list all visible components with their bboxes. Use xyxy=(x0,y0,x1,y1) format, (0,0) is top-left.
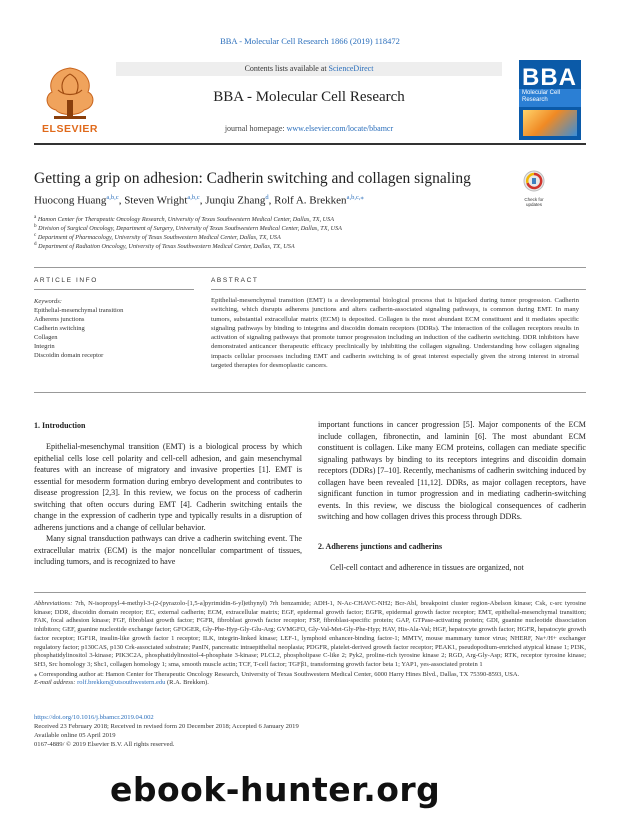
author-name[interactable]: Junqiu Zhang xyxy=(205,194,266,207)
abbreviations: Abbreviations: 7rh, N-isopropyl-4-methyl-3-(2-(pyrazolo-[1,5-a]pyrimidin-6-yl)ethynyl) 7rh benzamide; ADH-1, N-Ac-CHAVC-NH2; Bcr-Abl, breakpoint cluster region-Abelson kinase; Csk, c-src tyrosine kinase; DDR, discoidin domain receptor; EC, external cadherin; ECM, extracellular matrix; EGF, epidermal growth factor; EGFR, epidermal growth factor receptor; EMT, epithelial-mesenchymal transition; FAK, focal adhesion kinase; FGF, fibroblast growth factor; FGFR, fibroblast growth factor receptor; FSP, fibroblast-specific protein; GAP, GTPase-activating protein; GDI, guanine nucleotide dissociation inhibitors; GEF, guanine nucleotide exchange factor; GFOGER, Gly-Phe-Hyp-Gly-Glu-Arg; GVMGFO, Gly-Val-Met-Gly-Phe-Hyp; HAV, His-Ala-Val; HGF, hepatocyte growth factor; HGFR, hepatocyte growth factor receptor; IGF1R, insulin-like growth factor 1 receptor; ILK, integrin-linked kinase; LEF-1, lymphoid enhancer-binding factor-1; MMTV, mouse mammary tumor virus; NHERF, Na+/H+ exchanger regulatory factor; p130CAS, p130 Crk-associated substrate; PanIN, pancreatic intraepithelial neoplasia; PDGFR, platelet-derived growth factor receptor; PEAK1, pseudopodium-enriched atypical kinase 1; PI3K, phosphatidylinositol 3-kinase; PIK3C2A, phosphatidylinositol-4-phosphate 3-kinase; PLCL2, phospholipase C-like 2; Pyk2, proline-rich tyrosine kinase 2; RGD, Arg-Gly-Asp; RTK, receptor tyrosine kinase; SH3, Src homology 3; Shc1, collagen homology 1; sma, smooth muscle actin; TCF, T-cell factor; TGFβ1, transforming growth factor beta 1; YAP1, yes-associated protein 1 xyxy=(34,600,586,668)
author-sup: a,b,c,⁎ xyxy=(346,194,364,201)
author-list: Huocong Huang$^{a,b,c}$, Steven Wright$^{a,b,c}$, Junqiu Zhang$^d$, Rolf A. Brekken$^{a,b,c,⁎}$ xyxy=(34,194,364,207)
check-for-updates-badge[interactable] xyxy=(519,170,549,207)
email-link[interactable]: rolf.brekken@utsouthwestern.edu xyxy=(77,679,166,687)
affiliation: $^a$ Hamon Center for Therapeutic Oncology Research, University of Texas Southwestern Medical Center, Dallas, TX, USA xyxy=(34,214,335,224)
keywords-label: Keywords: xyxy=(34,298,62,305)
keyword: Epithelial-mesenchymal transition xyxy=(34,307,124,314)
journal-reference[interactable]: BBA - Molecular Cell Research 1866 (2019) 118472 xyxy=(220,36,400,46)
affiliation: $^b$ Division of Surgical Oncology, Department of Surgery, University of Texas Southwestern Medical Center, Dallas, TX, USA xyxy=(34,223,342,233)
body-column-right-2 xyxy=(318,562,586,574)
abstract-rule xyxy=(211,289,586,290)
cover-title: BBA xyxy=(522,64,577,91)
copyright: 0167-4889/ © 2019 Elsevier B.V. All rights reserved. xyxy=(34,741,175,748)
affiliation: $^d$ Department of Radiation Oncology, University of Texas Southwestern Medical Center, Dallas, TX, USA xyxy=(34,241,295,251)
author-sup: a,b,c xyxy=(106,194,119,201)
section-heading: 1. Introduction xyxy=(34,421,86,430)
keyword: Cadherin switching xyxy=(34,325,85,332)
body-column-left xyxy=(34,441,302,568)
author-name[interactable]: Huocong Huang xyxy=(34,194,107,207)
footnotes xyxy=(34,600,586,688)
section-heading: 2. Adherens junctions and cadherins xyxy=(318,542,443,551)
badge-label: Check for updates xyxy=(524,197,544,207)
keyword: Adherens junctions xyxy=(34,316,85,323)
abstract-heading: ABSTRACT xyxy=(211,277,259,284)
journal-homepage: journal homepage: www.elsevier.com/locate/bbamcr xyxy=(224,124,394,133)
abstract-text: Epithelial-mesenchymal transition (EMT) is a developmental biological process that is hijacked during tumor progression. Cadherin switching, which disrupts adherens junctions and alters cadherin-associated signaling pathways, is common during EMT. In many tumors, substantial extracellular matrix (ECM) is deposited. Collagen is the most abundant ECM constituent and it mediates specific signaling pathways by binding to integrins and discoidin domain receptors (DDRs). The interaction of the collagen receptors results in activation of signaling pathways that promote tumor progression including an induction of the cadherin switching. DDR inhibitors have demonstrated anticancer therapeutic efficacy preclinically by inhibiting the collagen signaling. Understanding how collagen signaling impacts cellular processes including EMT and cadherin switching is of great interest especially given the strong interest in stromal targeted therapies for desmoplastic cancers. xyxy=(211,297,579,370)
corresponding-author: ⁎ Corresponding author at: Hamon Center for Therapeutic Oncology Research, University of Texas Southwestern Medical Center, 6000 Harry Hines Blvd., Dallas, TX 75390-8593, USA. xyxy=(34,670,520,678)
paragraph: Cell-cell contact and adherence in tissues are organized, not xyxy=(330,563,524,572)
available-online: Available online 05 April 2019 xyxy=(34,732,116,739)
article-history xyxy=(34,713,299,749)
footnote-rule xyxy=(34,592,586,593)
paragraph: Epithelial-mesenchymal transition (EMT) is a biological process by which epithelial cells lose cell polarity and cell-cell adhesion, and gain mesenchymal features with an increase of migratory and invasive properties [1]. EMT is essential for mesoderm formation during embryo development and contributes to disease progression [2,3]. In this review, we focus on the process of cadherin switching that often occurs during EMT [4]. Cadherin switching entails the change in the expression of cadherin type and typically results in a disruption of adherens junctions and a change of cellular behavior. xyxy=(34,442,302,532)
keyword: Collagen xyxy=(34,334,58,341)
sciencedirect-link[interactable]: ScienceDirect xyxy=(328,64,374,73)
article-info-heading: ARTICLE INFO xyxy=(34,277,98,284)
journal-homepage-link[interactable]: www.elsevier.com/locate/bbamcr xyxy=(286,124,394,133)
paragraph: Many signal transduction pathways can drive a cadherin switching event. The extracellular matrix (ECM) is the major noncellular compartment of tissues, including tumors, and is recognized to have xyxy=(34,534,302,566)
publisher-name: ELSEVIER xyxy=(42,123,98,135)
keyword: Discoidin domain receptor xyxy=(34,352,104,359)
keyword: Integrin xyxy=(34,343,55,350)
doi-link[interactable]: https://doi.org/10.1016/j.bbamcr.2019.04.002 xyxy=(34,714,154,721)
author-name[interactable]: Rolf A. Brekken xyxy=(274,194,347,207)
affiliation: $^c$ Department of Pharmacology, University of Texas Southwestern Medical Center, Dallas, TX, USA xyxy=(34,232,281,242)
header-rule xyxy=(34,143,586,145)
contents-band: Contents lists available at ScienceDirect xyxy=(116,62,502,76)
article-title: Getting a grip on adhesion: Cadherin switching and collagen signaling xyxy=(34,170,471,187)
body-column-right xyxy=(318,419,586,523)
watermark: ebook-hunter.org xyxy=(110,770,441,809)
cover-image xyxy=(523,110,577,136)
received-dates: Received 23 February 2018; Received in revised form 20 December 2018; Accepted 6 January 2019 xyxy=(34,723,299,730)
email-line: E-mail address: rolf.brekken@utsouthwestern.edu (R.A. Brekken). xyxy=(34,679,209,687)
journal-name: BBA - Molecular Cell Research xyxy=(213,89,405,105)
author-sup: d xyxy=(265,194,269,201)
section-rule xyxy=(34,267,586,268)
cover-subtitle: Molecular Cell Research xyxy=(522,90,561,103)
section-rule xyxy=(34,392,586,393)
article-info-rule xyxy=(34,289,194,290)
elsevier-tree-logo xyxy=(34,60,106,132)
update-icon xyxy=(519,170,549,192)
paragraph: important functions in cancer progression [5]. Major components of the ECM include collagen, fibronectin, and laminin [6]. The most abundant ECM constituent is collagen. Like many ECM proteins, collagen can mediate specific signaling pathways by binding to its receptors integrins and discoidin domain receptors (DDRs) [7–10]. Recently, mechanisms of cadherin switching induced by collagen have been revealed [11,12]. DDRs, as major collagen receptors, have significant function in tumor progression and in mediating cadherin-switching events. In this review, we discuss the biological consequences of cadherin switching and how collagen drives this process through DDRs. xyxy=(318,420,586,521)
author-name[interactable]: Steven Wright xyxy=(124,194,188,207)
author-sup: a,b,c xyxy=(187,194,200,201)
